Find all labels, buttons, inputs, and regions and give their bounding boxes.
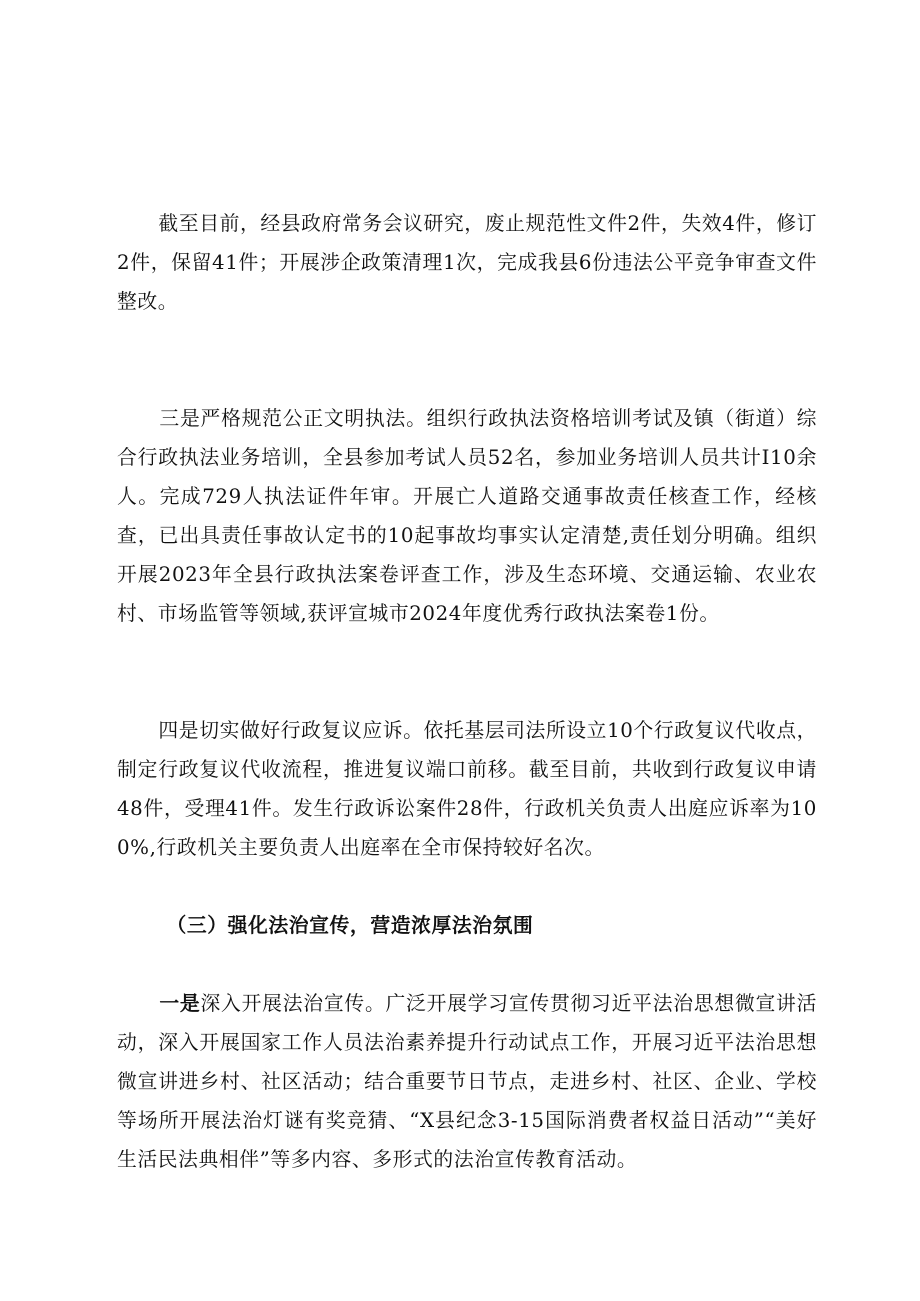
paragraph-law-enforcement	[117, 360, 817, 672]
section-heading: （三）强化法治宣传，营造浓厚法治氛围	[166, 913, 534, 937]
paragraph-legal-publicity	[117, 945, 817, 1218]
paragraph-administrative-review	[117, 672, 817, 906]
paragraph-text: 截至目前，经县政府常务会议研究，废止规范性文件2件，失效4件，修订2件，保留41件；开展涉企政策清理1次，完成我县6份违法公平竞争审查文件整改。	[117, 212, 817, 313]
paragraph-text: 四是切实做好行政复议应诉。依托基层司法所设立10个行政复议代收点，制定行政复议代收流程，推进复议端口前移。截至目前，共收到行政复议申请48件，受理41件。发生行政诉讼案件28件，行政机关负责人出庭应诉率为100%,行政机关主要负责人出庭率在全市保持较好名次。	[117, 719, 817, 859]
paragraph-cleanup-summary	[117, 165, 817, 360]
paragraph-text: 三是严格规范公正文明执法。组织行政执法资格培训考试及镇（街道）综合行政执法业务培训，全县参加考试人员52名，参加业务培训人员共计I10余人。完成729人执法证件年审。开展亡人道路交通事故责任核查工作，经核查，已出具责任事故认定书的10起事故均事实认定清楚,责任划分明确。组织开展2023年全县行政执法案卷评查工作，涉及生态环境、交通运输、农业农村、市场监管等领域,获评宣城市2024年度优秀行政执法案卷1份。	[117, 407, 818, 625]
paragraph-lead: 一是	[159, 991, 201, 1015]
paragraph-text: 深入开展法治宣传。广泛开展学习宣传贯彻习近平法治思想微宣讲活动，深入开展国家工作人员法治素养提升行动试点工作，开展习近平法治思想微宣讲进乡村、社区活动；结合重要节日节点，走进乡村、社区、企业、学校等场所开展法治灯谜有奖竞猜、“X县纪念3-15国际消费者权益日活动”“美好生活民法典相伴”等多内容、多形式的法治宣传教育活动。	[117, 992, 817, 1171]
document-body	[117, 165, 817, 1218]
